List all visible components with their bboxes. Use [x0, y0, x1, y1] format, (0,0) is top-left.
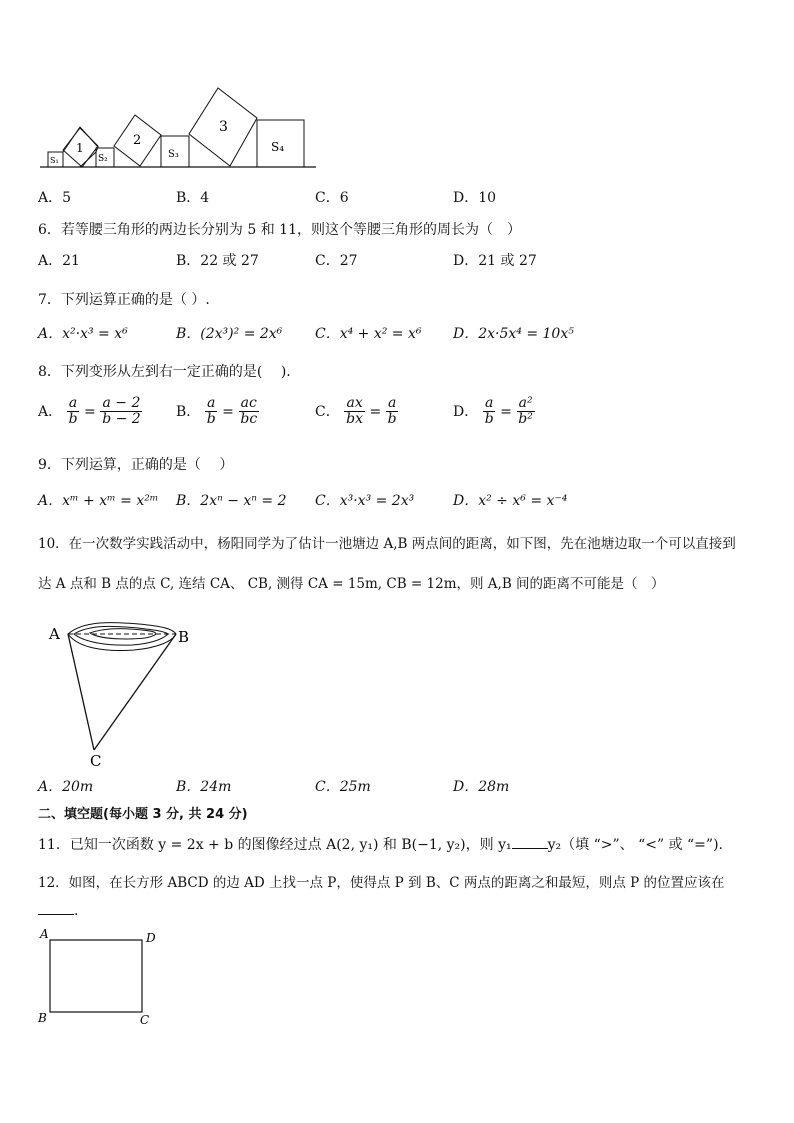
q8-option-c: C． $\frac{ax}{bx}$ = $\frac{a}{b}$	[315, 395, 397, 428]
q7-option-b: B．(2x³)² = 2x⁶	[176, 326, 283, 342]
q8-option-c-label: C．	[315, 403, 340, 420]
label-b: B	[178, 628, 190, 646]
fraction-right: $\frac{ac}{bc}$	[240, 395, 258, 428]
fraction-left: $\frac{a}{b}$	[206, 395, 216, 428]
q10-stem-line1: 10．在一次数学实践活动中，杨阳同学为了估计一池塘边 A,B 两点间的距离，如下图，先在池塘边取一个可以直接到	[38, 536, 736, 552]
q6-stem: 6．若等腰三角形的两边长分别为 5 和 11，则这个等腰三角形的周长为（ ）	[38, 222, 521, 238]
label-2: 2	[133, 133, 142, 148]
q7-option-d: D．2x·5x⁴ = 10x⁵	[453, 326, 574, 342]
q9-option-c: C．x³·x³ = 2x³	[315, 493, 415, 509]
label-3: 3	[219, 119, 228, 135]
label-s1: S₁	[50, 156, 59, 165]
label-a: A	[40, 927, 49, 941]
fraction-right: $\frac{a - 2}{b - 2}$	[102, 395, 141, 428]
rectangle-figure	[36, 926, 166, 1030]
label-b: B	[38, 1011, 47, 1025]
label-a: A	[49, 625, 60, 643]
label-s2: S₂	[98, 154, 108, 164]
answer-blank[interactable]	[38, 902, 74, 915]
q8-option-b: B． $\frac{a}{b}$ = $\frac{ac}{bc}$	[176, 395, 258, 428]
q10-stem-line2: 达 A 点和 B 点的点 C, 连结 CA、 CB, 测得 CA = 15m, CB = 12m，则 A,B 间的距离不可能是（ ）	[38, 576, 665, 592]
q9-option-b: B．2xⁿ − xⁿ = 2	[176, 493, 287, 509]
q9-option-a: A．xᵐ + xᵐ = x²ᵐ	[38, 493, 159, 509]
q12-answer-line	[38, 902, 78, 919]
label-c: C	[90, 752, 102, 768]
q6-option-c: C．27	[315, 253, 358, 269]
q8-option-d-label: D．	[453, 403, 479, 420]
q5-option-b: B．4	[176, 190, 210, 206]
q11-stem	[38, 834, 723, 854]
q8-option-d: D． $\frac{a}{b}$ = $\frac{\text{a²}}{\text{b²}}$	[453, 395, 533, 428]
label-s4: S₄	[271, 140, 285, 154]
q10-option-b: B．24m	[176, 779, 232, 795]
pond-figure	[44, 618, 204, 768]
q5-option-d: D．10	[453, 190, 497, 206]
fraction-left: $\frac{ax}{bx}$	[346, 395, 364, 428]
q12-stem-end: .	[74, 903, 79, 919]
q12-stem: 12．如图，在长方形 ABCD 的边 AD 上找一点 P，使得点 P 到 B、C 两点的距离之和最短，则点 P 的位置应该在	[38, 875, 725, 891]
q5-option-c: C．6	[315, 190, 349, 206]
fraction-left: $\frac{a}{b}$	[484, 395, 494, 428]
q10-option-d: D．28m	[453, 779, 510, 795]
q5-option-a: A．5	[38, 190, 72, 206]
section-heading: 二、填空题(每小题 3 分, 共 24 分)	[38, 807, 248, 822]
q7-stem: 7．下列运算正确的是（ ）.	[38, 292, 210, 308]
label-s3: S₃	[168, 149, 179, 160]
q6-option-b: B．22 或 27	[176, 253, 259, 269]
q7-option-a: A．x²·x³ = x⁶	[38, 326, 128, 342]
q11-stem-post: y₂（填 “>”、 “<” 或 “=”).	[547, 837, 723, 853]
label-1: 1	[76, 141, 84, 155]
q9-stem: 9．下列运算，正确的是（ ）	[38, 457, 234, 473]
squares-figure	[40, 82, 320, 172]
q10-option-a: A．20m	[38, 779, 94, 795]
q7-option-c: C．x⁴ + x² = x⁶	[315, 326, 422, 342]
q8-option-a-label: A．	[38, 403, 63, 420]
label-d: D	[146, 931, 156, 945]
answer-blank[interactable]	[512, 836, 548, 849]
q6-option-d: D．21 或 27	[453, 253, 537, 269]
q10-option-c: C．25m	[315, 779, 371, 795]
fraction-right: $\frac{\text{a²}}{\text{b²}}$	[518, 395, 533, 428]
q8-option-a: A． $\frac{a}{b}$ = $\frac{a - 2}{b - 2}$	[38, 395, 141, 428]
q9-option-d: D．x² ÷ x⁶ = x⁻⁴	[453, 493, 568, 509]
label-c: C	[140, 1013, 150, 1027]
fraction-right: $\frac{a}{b}$	[387, 395, 397, 428]
q8-stem: 8．下列变形从左到右一定正确的是( ).	[38, 364, 291, 380]
q8-option-b-label: B．	[176, 403, 201, 420]
q6-option-a: A．21	[38, 253, 80, 269]
fraction-left: $\frac{a}{b}$	[68, 395, 78, 428]
q11-stem-pre: 11．已知一次函数 y = 2x + b 的图像经过点 A(2, y₁) 和 B(−1, y₂)，则 y₁	[38, 837, 512, 853]
